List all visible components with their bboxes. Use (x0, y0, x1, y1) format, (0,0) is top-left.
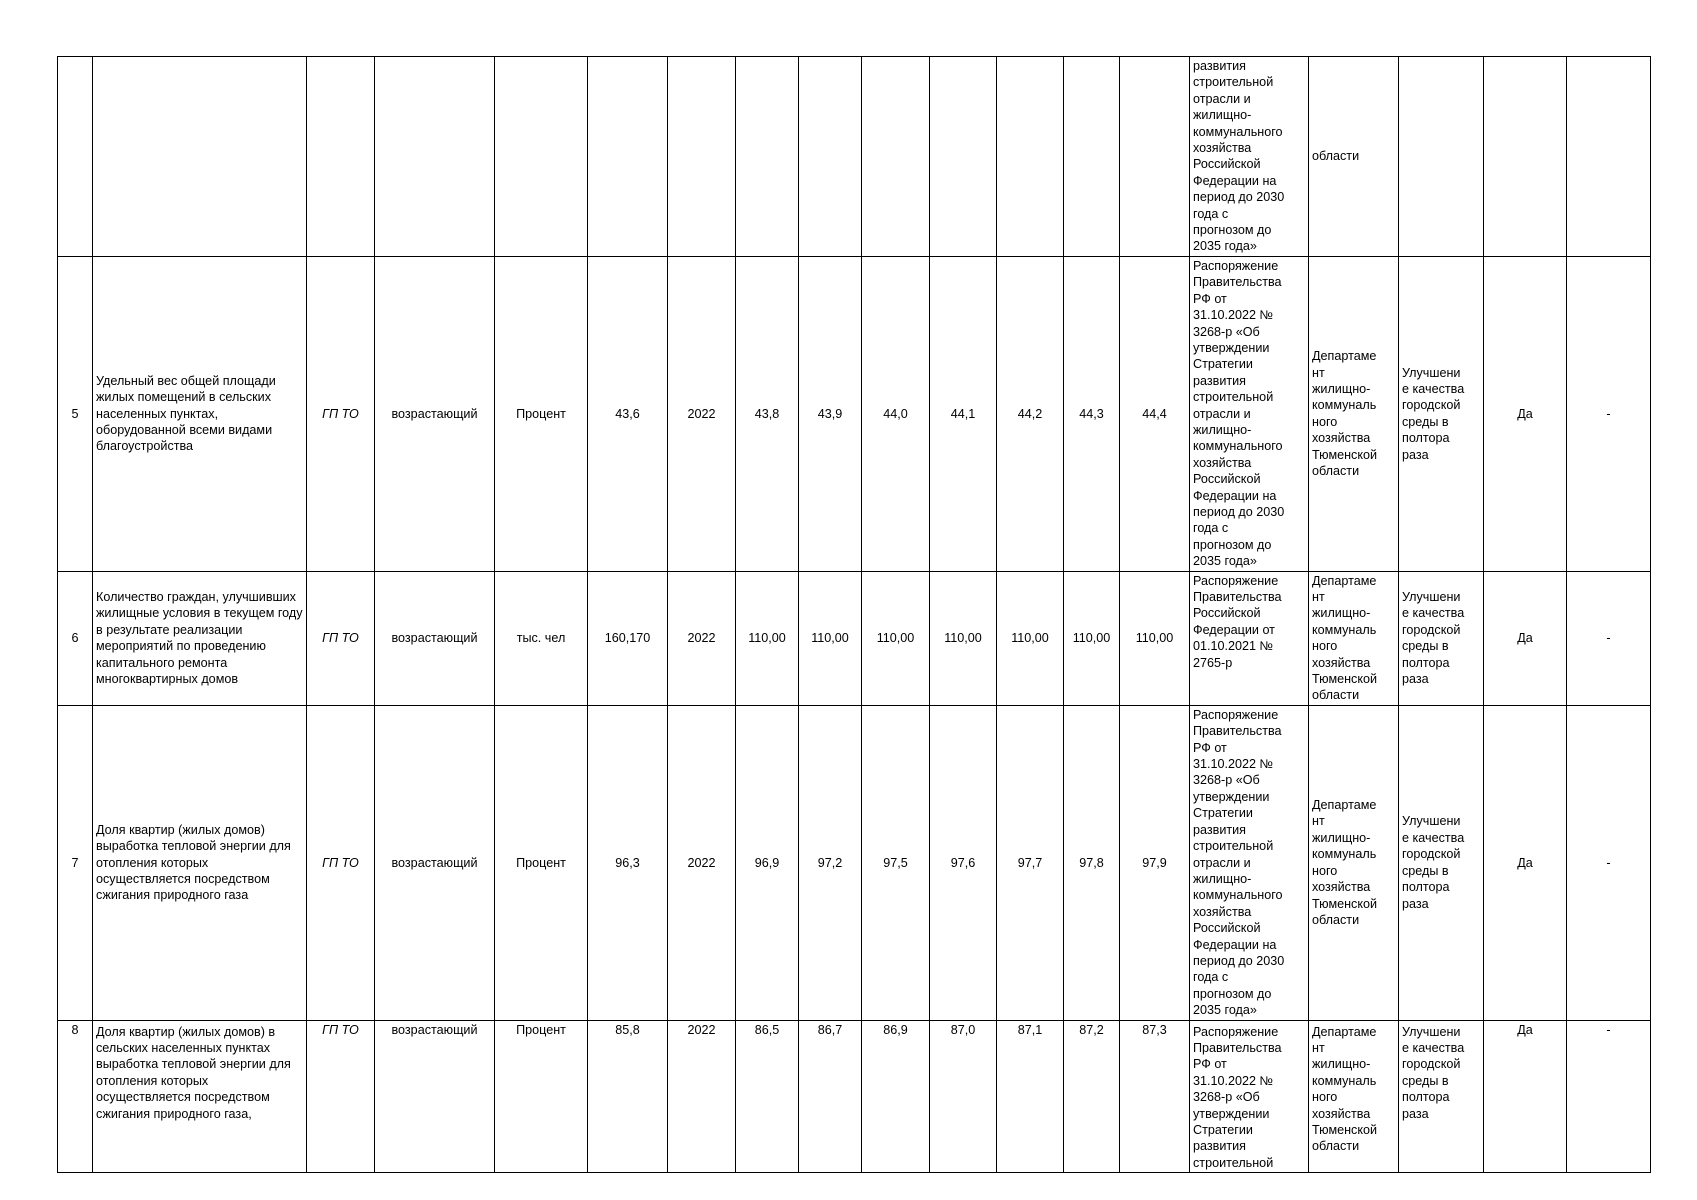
unit-of-measure (495, 57, 588, 257)
indicator-level: ГП ТО (307, 1020, 375, 1173)
gis-flag: Да (1484, 1020, 1567, 1173)
regulatory-document: Распоряжение Правительства РФ от 31.10.2022 № 3268-р «Об утверждении Стратегии развития строительной (1190, 1020, 1309, 1173)
year-value: 43,9 (799, 256, 862, 571)
indicator-trend: возрастающий (375, 571, 495, 705)
gis-flag: Да (1484, 705, 1567, 1020)
regulatory-document: Распоряжение Правительства РФ от 31.10.2022 № 3268-р «Об утверждении Стратегии развития строительной отрасли и жилищно- коммунального хозяйства Российской Федерации на период до 2030 года с прогнозом до 2035 года» (1190, 256, 1309, 571)
year-value: 87,2 (1064, 1020, 1120, 1173)
indicators-table (57, 56, 1651, 1173)
indicator-name: Количество граждан, улучшивших жилищные условия в текущем году в результате реализации мероприятий по проведению капитального ремонта многоквартирных домов (93, 571, 307, 705)
year-value: 97,5 (862, 705, 930, 1020)
info-system: - (1567, 1020, 1651, 1173)
row-number: 6 (58, 571, 93, 705)
indicator-level (307, 57, 375, 257)
unit-of-measure: тыс. чел (495, 571, 588, 705)
year-value: 86,5 (736, 1020, 799, 1173)
year-value: 97,9 (1120, 705, 1190, 1020)
national-goal-link: Улучшени е качества городской среды в полтора раза (1399, 256, 1484, 571)
info-system: - (1567, 571, 1651, 705)
year-value: 44,4 (1120, 256, 1190, 571)
indicator-level: ГП ТО (307, 705, 375, 1020)
year-value: 44,0 (862, 256, 930, 571)
base-year (668, 57, 736, 257)
indicator-name: Доля квартир (жилых домов) в сельских населенных пунктах выработка тепловой энергии для отопления которых осуществляется посредством сжигания природного газа, (93, 1020, 307, 1173)
base-value: 96,3 (588, 705, 668, 1020)
indicator-trend: возрастающий (375, 1020, 495, 1173)
row-number: 8 (58, 1020, 93, 1173)
year-value: 97,6 (930, 705, 997, 1020)
responsible-executive: Департаме нт жилищно- коммуналь ного хозяйства Тюменской области (1309, 1020, 1399, 1173)
year-value: 110,00 (1120, 571, 1190, 705)
national-goal-link (1399, 57, 1484, 257)
year-value: 87,3 (1120, 1020, 1190, 1173)
row-number: 5 (58, 256, 93, 571)
year-value: 87,0 (930, 1020, 997, 1173)
year-value: 110,00 (930, 571, 997, 705)
gis-flag: Да (1484, 256, 1567, 571)
responsible-executive: Департаме нт жилищно- коммуналь ного хозяйства Тюменской области (1309, 705, 1399, 1020)
indicator-name (93, 57, 307, 257)
year-value (930, 57, 997, 257)
gis-flag: Да (1484, 571, 1567, 705)
responsible-executive: области (1309, 57, 1399, 257)
indicator-trend: возрастающий (375, 256, 495, 571)
indicator-name: Доля квартир (жилых домов) выработка тепловой энергии для отопления которых осуществляется посредством сжигания природного газа (93, 705, 307, 1020)
year-value: 44,3 (1064, 256, 1120, 571)
year-value: 44,1 (930, 256, 997, 571)
year-value (799, 57, 862, 257)
year-value: 44,2 (997, 256, 1064, 571)
base-year: 2022 (668, 571, 736, 705)
base-value (588, 57, 668, 257)
base-value: 43,6 (588, 256, 668, 571)
responsible-executive: Департаме нт жилищно- коммуналь ного хозяйства Тюменской области (1309, 571, 1399, 705)
year-value: 110,00 (997, 571, 1064, 705)
year-value (997, 57, 1064, 257)
unit-of-measure: Процент (495, 1020, 588, 1173)
year-value: 97,8 (1064, 705, 1120, 1020)
base-year: 2022 (668, 256, 736, 571)
indicator-level: ГП ТО (307, 571, 375, 705)
year-value: 87,1 (997, 1020, 1064, 1173)
responsible-executive: Департаме нт жилищно- коммуналь ного хозяйства Тюменской области (1309, 256, 1399, 571)
base-value: 85,8 (588, 1020, 668, 1173)
year-value: 43,8 (736, 256, 799, 571)
year-value (862, 57, 930, 257)
year-value: 110,00 (799, 571, 862, 705)
year-value: 97,7 (997, 705, 1064, 1020)
year-value: 96,9 (736, 705, 799, 1020)
unit-of-measure: Процент (495, 256, 588, 571)
year-value (736, 57, 799, 257)
regulatory-document: Распоряжение Правительства Российской Федерации от 01.10.2021 № 2765-р (1190, 571, 1309, 705)
table-row (58, 705, 1651, 1020)
indicator-name: Удельный вес общей площади жилых помещений в сельских населенных пунктах, оборудованной всеми видами благоустройства (93, 256, 307, 571)
national-goal-link: Улучшени е качества городской среды в полтора раза (1399, 1020, 1484, 1173)
table-row (58, 57, 1651, 257)
base-value: 160,170 (588, 571, 668, 705)
indicator-trend (375, 57, 495, 257)
table-row (58, 1020, 1651, 1173)
year-value: 110,00 (862, 571, 930, 705)
row-number (58, 57, 93, 257)
indicator-level: ГП ТО (307, 256, 375, 571)
info-system (1567, 57, 1651, 257)
year-value (1120, 57, 1190, 257)
year-value: 97,2 (799, 705, 862, 1020)
national-goal-link: Улучшени е качества городской среды в полтора раза (1399, 571, 1484, 705)
info-system: - (1567, 256, 1651, 571)
info-system: - (1567, 705, 1651, 1020)
base-year: 2022 (668, 1020, 736, 1173)
base-year: 2022 (668, 705, 736, 1020)
year-value: 86,7 (799, 1020, 862, 1173)
gis-flag (1484, 57, 1567, 257)
year-value: 86,9 (862, 1020, 930, 1173)
indicator-trend: возрастающий (375, 705, 495, 1020)
table-row (58, 256, 1651, 571)
national-goal-link: Улучшени е качества городской среды в полтора раза (1399, 705, 1484, 1020)
year-value (1064, 57, 1120, 257)
year-value: 110,00 (736, 571, 799, 705)
regulatory-document: Распоряжение Правительства РФ от 31.10.2022 № 3268-р «Об утверждении Стратегии развития строительной отрасли и жилищно- коммунального хозяйства Российской Федерации на период до 2030 года с прогнозом до 2035 года» (1190, 705, 1309, 1020)
table-row (58, 571, 1651, 705)
year-value: 110,00 (1064, 571, 1120, 705)
row-number: 7 (58, 705, 93, 1020)
regulatory-document: развития строительной отрасли и жилищно- коммунального хозяйства Российской Федерации на период до 2030 года с прогнозом до 2035 года» (1190, 57, 1309, 257)
unit-of-measure: Процент (495, 705, 588, 1020)
